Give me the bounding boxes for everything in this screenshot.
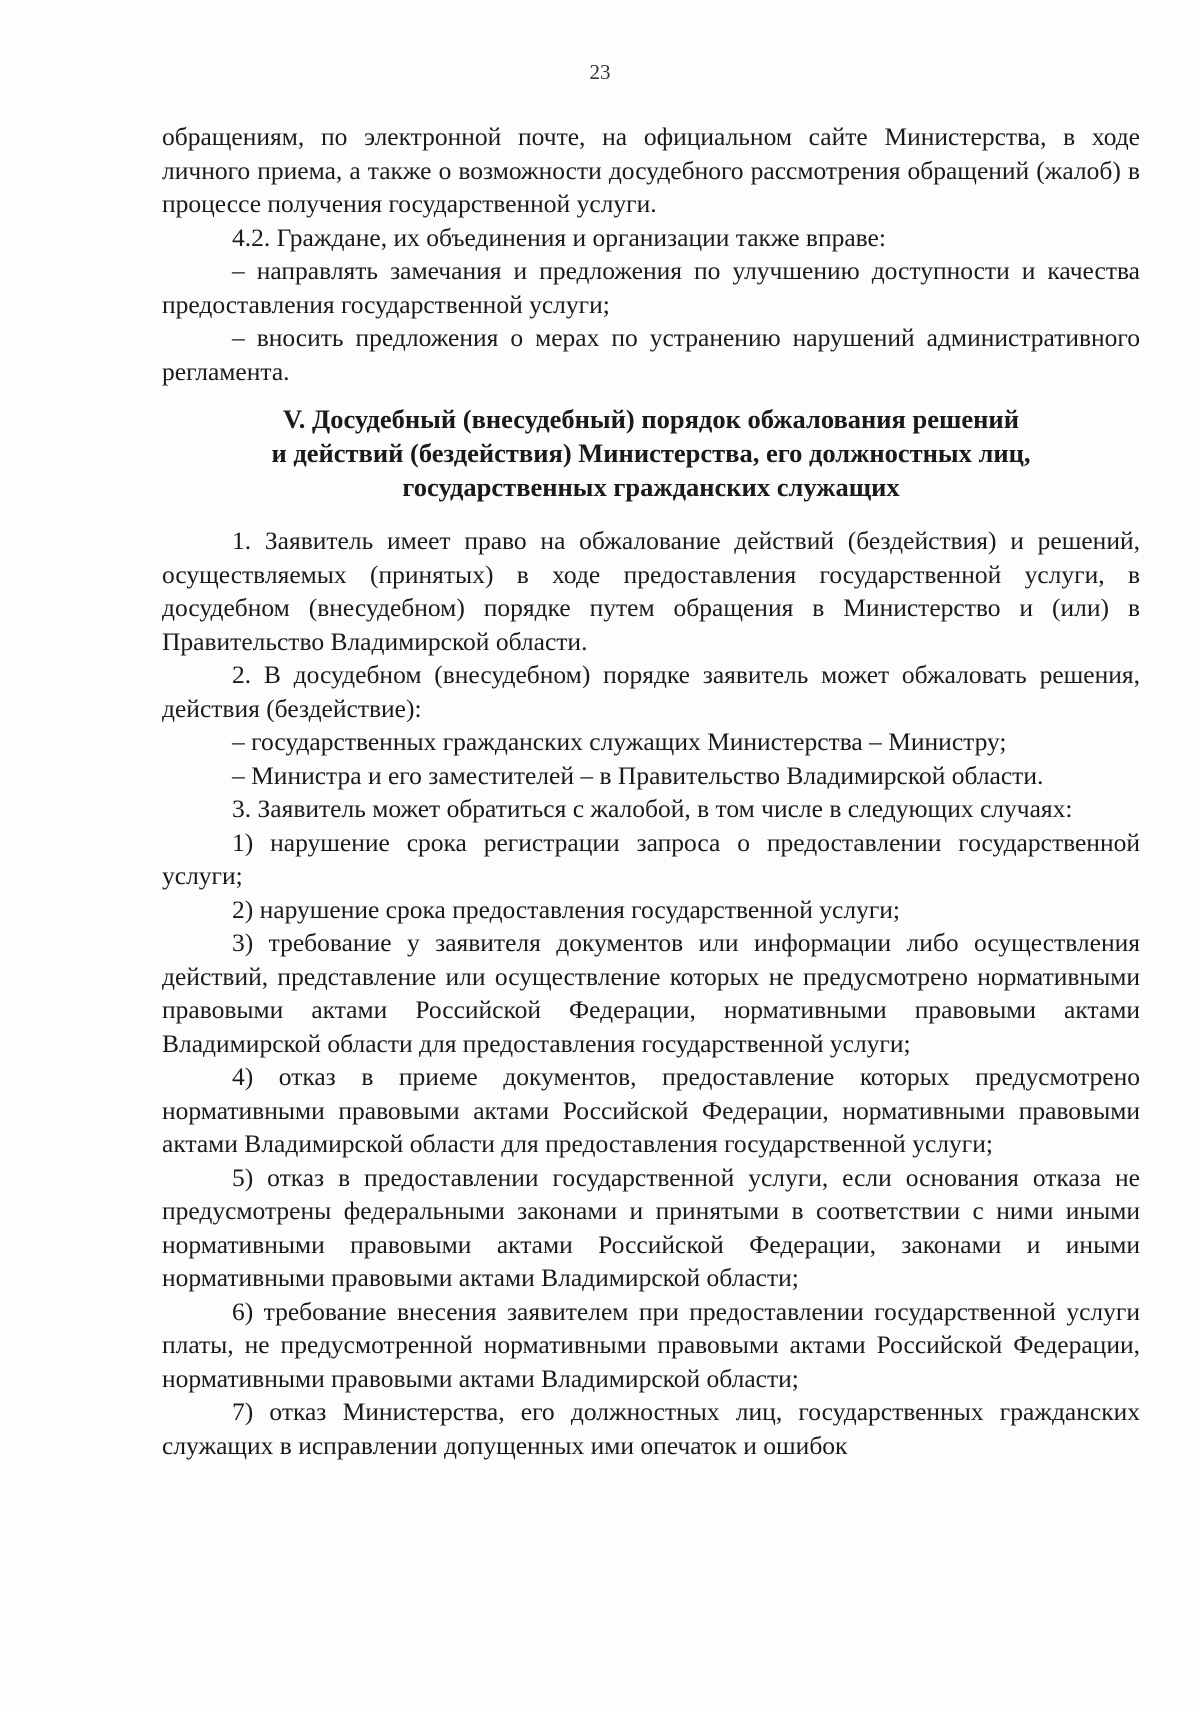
list-item-5: 5) отказ в предоставлении государственной услуги, если основания отказа не предусмотрены федеральными законами и принятыми в соответствии с ними иными нормативными правовыми актами Российской Федерации, законами и иными нормативными правовыми актами Владимирской области; bbox=[162, 1162, 1140, 1292]
top-text-block bbox=[162, 120, 1140, 388]
paragraph-3: 3. Заявитель может обратиться с жалобой, в том числе в следующих случаях: bbox=[232, 794, 1073, 823]
paragraph-bullet-remarks: – направлять замечания и предложения по улучшению доступности и качества предоставления государственной услуги; bbox=[162, 256, 1140, 319]
paragraph-4-2: 4.2. Граждане, их объединения и организации также вправе: bbox=[232, 222, 886, 252]
paragraph-1: 1. Заявитель имеет право на обжалование действий (бездействия) и решений, осуществляемых (принятых) в ходе предоставления государственной услуги, в досудебном (внесудебном) порядке путем обращения в Министерство и (или) в Правительство Владимирской области. bbox=[162, 526, 1140, 656]
list-item-2: 2) нарушение срока предоставления государственной услуги; bbox=[232, 894, 901, 924]
page-number: 23 bbox=[589, 60, 611, 84]
paragraph-continuation: обращениям, по электронной почте, на официальном сайте Министерства, в ходе личного приема, а также о возможности досудебного рассмотрения обращений (жалоб) в процессе получения государственной услуги. bbox=[162, 122, 1140, 218]
list-item-1: 1) нарушение срока регистрации запроса о предоставлении государственной услуги; bbox=[162, 827, 1140, 890]
main-text-block bbox=[162, 524, 1140, 1462]
paragraph-2-bullet-2: – Министра и его заместителей – в Правительство Владимирской области. bbox=[232, 760, 1044, 790]
list-item-4: 4) отказ в приеме документов, предоставление которых предусмотрено нормативными правовыми актами Российской Федерации, нормативными правовыми актами Владимирской области для предоставления государственной услуги; bbox=[162, 1062, 1140, 1158]
section-heading-line-3: государственных гражданских служащих bbox=[402, 472, 900, 502]
list-item-7: 7) отказ Министерства, его должностных лиц, государственных гражданских служащих в исправлении допущенных ими опечаток и ошибок bbox=[162, 1397, 1140, 1460]
list-item-3: 3) требование у заявителя документов или информации либо осуществления действий, представление или осуществление которых не предусмотрено нормативными правовыми актами Российской Федерации, нормативными правовыми актами Владимирской области для предоставления государственной услуги; bbox=[162, 928, 1140, 1058]
paragraph-2: 2. В досудебном (внесудебном) порядке заявитель может обжаловать решения, действия (бездействие): bbox=[162, 660, 1140, 723]
section-heading bbox=[162, 402, 1140, 504]
list-item-6: 6) требование внесения заявителем при предоставлении государственной услуги платы, не предусмотренной нормативными правовыми актами Российской Федерации, нормативными правовыми актами Владимирской области; bbox=[162, 1296, 1140, 1393]
section-heading-line-2: и действий (бездействия) Министерства, его должностных лиц, bbox=[271, 438, 1031, 468]
section-heading-line-1: V. Досудебный (внесудебный) порядок обжалования решений bbox=[283, 404, 1019, 434]
paragraph-2-bullet-1: – государственных гражданских служащих Министерства – Министру; bbox=[232, 727, 1007, 756]
paragraph-bullet-proposals: – вносить предложения о мерах по устранению нарушений административного регламента. bbox=[162, 323, 1140, 386]
